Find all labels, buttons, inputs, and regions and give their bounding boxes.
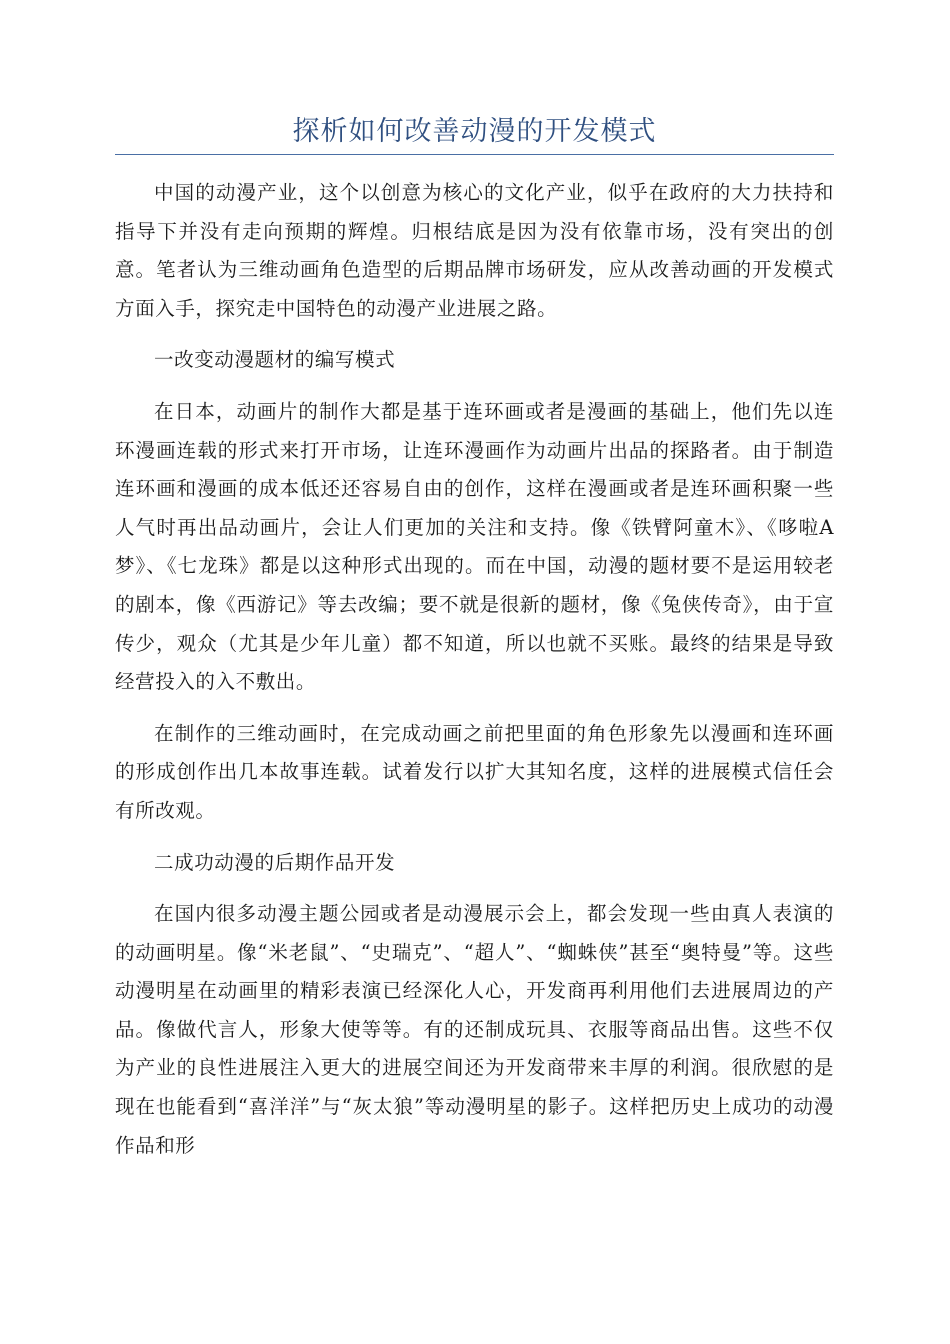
title-underline xyxy=(115,154,834,155)
paragraph-japan-model: 在日本，动画片的制作大都是基于连环画或者是漫画的基础上，他们先以连环漫画连载的形式来打开市场，让连环漫画作为动画片出品的探路者。由于制造连环画和漫画的成本低还还容易自由的创作，这样在漫画或者是连环画积聚一些人气时再出品动画片，会让人们更加的关注和支持。像《铁臂阿童木》、《哆啦A梦》、《七龙珠》都是以这种形式出现的。而在中国，动漫的题材要不是运用较老的剧本，像《西游记》等去改编；要不就是很新的题材，像《兔侠传奇》，由于宣传少，观众（尤其是少年儿童）都不知道，所以也就不买账。最终的结果是导致经营投入的入不敷出。 xyxy=(115,399,834,694)
section-heading-2: 二成功动漫的后期作品开发 xyxy=(154,850,396,874)
document-body xyxy=(115,174,834,1178)
section-heading-1: 一改变动漫题材的编写模式 xyxy=(154,348,396,372)
document-title: 探析如何改善动漫的开发模式 xyxy=(292,116,657,147)
paragraph-intro: 中国的动漫产业，这个以创意为核心的文化产业，似乎在政府的大力扶持和指导下并没有走向预期的辉煌。归根结底是因为没有依靠市场，没有突出的创意。笔者认为三维动画角色造型的后期品牌市场研发，应从改善动画的开发模式方面入手，探究走中国特色的动漫产业进展之路。 xyxy=(115,181,834,320)
paragraph-3d-suggestion: 在制作的三维动画时，在完成动画之前把里面的角色形象先以漫画和连环画的形成创作出几本故事连载。试着发行以扩大其知名度，这样的进展模式信任会有所改观。 xyxy=(115,721,834,822)
paragraph-derivative-products: 在国内很多动漫主题公园或者是动漫展示会上，都会发现一些由真人表演的的动画明星。像“米老鼠”、“史瑞克”、“超人”、“蜘蛛侠”甚至“奥特曼”等。这些动漫明星在动画里的精彩表演已经深化人心，开发商再利用他们去进展周边的产品。像做代言人，形象大使等等。有的还制成玩具、衣服等商品出售。这些不仅为产业的良性进展注入更大的进展空间还为开发商带来丰厚的利润。很欣慰的是现在也能看到“喜洋洋”与“灰太狼”等动漫明星的影子。这样把历史上成功的动漫作品和形 xyxy=(115,902,834,1157)
